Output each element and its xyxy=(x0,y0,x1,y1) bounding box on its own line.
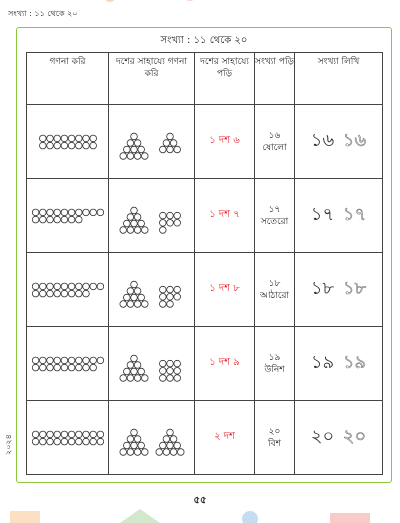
counter-circle xyxy=(173,374,180,381)
counter-circle xyxy=(166,286,173,293)
traced-number[interactable]: ১৬ xyxy=(342,130,367,151)
count-cell xyxy=(27,179,109,253)
written-number: ১৭ xyxy=(310,204,335,225)
counter-circle xyxy=(32,431,39,438)
counter-circle xyxy=(68,283,75,290)
counter-circle xyxy=(134,287,141,294)
counter-circle xyxy=(123,294,130,301)
counter-circle xyxy=(75,431,82,438)
counter-circle xyxy=(75,216,82,223)
counter-circle xyxy=(68,209,75,216)
decorative-shapes-bottom xyxy=(0,503,400,523)
counter-circle xyxy=(159,360,166,367)
counter-circle xyxy=(130,442,137,449)
counter-circle xyxy=(39,364,46,371)
counter-circle xyxy=(46,135,53,142)
tens-groups xyxy=(112,196,192,236)
counting-table xyxy=(26,52,383,475)
counter-circle xyxy=(134,448,141,455)
counter-circle xyxy=(119,152,126,159)
worksheet-title: সংখ্যা : ১১ থেকে ২০ xyxy=(160,35,248,46)
number-word: উনিশ xyxy=(264,364,285,375)
counter-circle xyxy=(141,374,148,381)
counters-group xyxy=(31,346,105,382)
counter-circle xyxy=(61,290,68,297)
counter-circle xyxy=(119,300,126,307)
counter-circle xyxy=(173,293,180,300)
number-word: আঠারো xyxy=(259,290,290,301)
counter-circle xyxy=(82,431,89,438)
counter-circle xyxy=(75,142,82,149)
counter-circle xyxy=(75,290,82,297)
counter-circle xyxy=(75,135,82,142)
counter-circle xyxy=(68,290,75,297)
counter-circle xyxy=(127,361,134,368)
counter-circle xyxy=(155,448,162,455)
counter-circle xyxy=(68,357,75,364)
counters-group xyxy=(31,420,105,456)
counter-circle xyxy=(39,216,46,223)
counter-circle xyxy=(75,364,82,371)
counter-circle xyxy=(141,152,148,159)
number-numeral: ১৬ xyxy=(268,130,281,141)
counter-circle xyxy=(46,438,53,445)
counter-circle xyxy=(127,448,134,455)
counter-circle xyxy=(163,448,170,455)
worksheet-frame xyxy=(16,27,392,483)
counter-circle xyxy=(123,442,130,449)
counter-circle xyxy=(134,435,141,442)
counter-circle xyxy=(134,300,141,307)
written-number: ১৬ xyxy=(310,130,335,151)
tens-count-cell xyxy=(109,253,195,327)
number-numeral: ১৯ xyxy=(268,352,281,363)
counter-circle xyxy=(173,212,180,219)
counter-circle xyxy=(159,293,166,300)
tens-read-cell: ১ দশ ৭ xyxy=(195,179,255,253)
counter-circle xyxy=(75,283,82,290)
counter-circle xyxy=(159,300,166,307)
counter-circle xyxy=(39,142,46,149)
counter-circle xyxy=(53,290,60,297)
number-write-cell xyxy=(295,105,383,179)
counter-circle xyxy=(173,286,180,293)
traced-number[interactable]: ১৯ xyxy=(342,352,367,373)
counter-circle xyxy=(39,431,46,438)
counter-circle xyxy=(39,283,46,290)
written-number: ১৮ xyxy=(310,278,335,299)
counter-circle xyxy=(46,357,53,364)
counter-circle xyxy=(166,300,173,307)
traced-number[interactable]: ১৮ xyxy=(342,278,367,299)
tens-count-cell xyxy=(109,327,195,401)
counter-circle xyxy=(159,374,166,381)
counter-circle xyxy=(82,438,89,445)
counters-group xyxy=(31,272,105,308)
counter-circle xyxy=(173,442,180,449)
tens-count-cell xyxy=(109,179,195,253)
counter-circle xyxy=(134,152,141,159)
counter-circle xyxy=(89,135,96,142)
counter-circle xyxy=(127,213,134,220)
page-header-label: সংখ্যা : ১১ থেকে ২০ xyxy=(8,9,78,18)
counter-circle xyxy=(166,293,173,300)
counter-circle xyxy=(82,142,89,149)
counter-circle xyxy=(177,448,184,455)
counter-circle xyxy=(32,216,39,223)
counter-circle xyxy=(61,357,68,364)
counter-circle xyxy=(82,357,89,364)
counter-circle xyxy=(61,142,68,149)
counter-circle xyxy=(97,431,104,438)
number-read-cell xyxy=(255,327,295,401)
side-year-label: ২০২৪ xyxy=(4,434,13,455)
tens-groups xyxy=(112,344,192,384)
counter-circle xyxy=(68,216,75,223)
counter-circle xyxy=(141,226,148,233)
counter-circle xyxy=(39,209,46,216)
counter-circle xyxy=(32,364,39,371)
counter-circle xyxy=(68,142,75,149)
counter-circle xyxy=(130,368,137,375)
counter-circle xyxy=(141,448,148,455)
counter-circle xyxy=(75,438,82,445)
col-header-count: গণনা করি xyxy=(27,53,109,105)
number-read-cell xyxy=(255,401,295,475)
counter-circle xyxy=(119,374,126,381)
tens-groups xyxy=(112,270,192,310)
table-row xyxy=(27,179,383,253)
number-numeral: ১৮ xyxy=(268,278,281,289)
counter-circle xyxy=(127,152,134,159)
counter-circle xyxy=(89,142,96,149)
tens-count-cell xyxy=(109,105,195,179)
tens-read-cell: ১ দশ ৯ xyxy=(195,327,255,401)
counter-circle xyxy=(53,438,60,445)
counter-circle xyxy=(39,290,46,297)
number-word: সতেরো xyxy=(260,216,289,227)
counter-circle xyxy=(127,374,134,381)
counter-circle xyxy=(159,226,166,233)
counter-circle xyxy=(166,374,173,381)
counter-circle xyxy=(32,438,39,445)
counter-circle xyxy=(134,374,141,381)
count-cell xyxy=(27,401,109,475)
tens-count-cell xyxy=(109,401,195,475)
counter-circle xyxy=(39,135,46,142)
counter-circle xyxy=(170,139,177,146)
counter-circle xyxy=(159,212,166,219)
counter-circle xyxy=(53,209,60,216)
counter-circle xyxy=(46,283,53,290)
counter-circle xyxy=(53,364,60,371)
counter-circle xyxy=(75,357,82,364)
counter-circle xyxy=(159,219,166,226)
page-number: ৫৫ xyxy=(193,495,207,506)
decorative-shapes-top xyxy=(100,0,210,8)
counter-circle xyxy=(137,294,144,301)
counter-circle xyxy=(97,357,104,364)
counter-circle xyxy=(137,368,144,375)
counter-circle xyxy=(127,287,134,294)
counter-circle xyxy=(53,216,60,223)
counter-circle xyxy=(137,146,144,153)
counters-group xyxy=(31,198,105,234)
count-cell xyxy=(27,105,109,179)
number-numeral: ২০ xyxy=(268,426,281,437)
counter-circle xyxy=(82,209,89,216)
counter-circle xyxy=(141,300,148,307)
counter-circle xyxy=(82,283,89,290)
counter-circle xyxy=(89,364,96,371)
counter-circle xyxy=(170,448,177,455)
counter-circle xyxy=(119,226,126,233)
counter-circle xyxy=(137,220,144,227)
counter-circle xyxy=(134,361,141,368)
counter-circle xyxy=(130,133,137,140)
table-row xyxy=(27,105,383,179)
counter-circle xyxy=(46,216,53,223)
number-read-cell xyxy=(255,253,295,327)
counter-circle xyxy=(170,435,177,442)
counter-circle xyxy=(119,448,126,455)
number-write-cell xyxy=(295,327,383,401)
counter-circle xyxy=(89,357,96,364)
counter-circle xyxy=(163,435,170,442)
col-header-read-number: সংখ্যা পড়ি xyxy=(255,53,295,105)
counter-circle xyxy=(163,139,170,146)
counter-circle xyxy=(75,209,82,216)
number-word: ষোলো xyxy=(262,142,287,153)
counter-circle xyxy=(130,207,137,214)
table-row xyxy=(27,253,383,327)
counter-circle xyxy=(53,357,60,364)
counter-circle xyxy=(123,220,130,227)
counter-circle xyxy=(61,216,68,223)
counter-circle xyxy=(97,209,104,216)
counter-circle xyxy=(97,283,104,290)
counter-circle xyxy=(159,146,166,153)
counter-circle xyxy=(173,146,180,153)
counter-circle xyxy=(134,213,141,220)
counter-circle xyxy=(159,367,166,374)
counter-circle xyxy=(32,283,39,290)
counter-circle xyxy=(46,142,53,149)
counter-circle xyxy=(130,146,137,153)
counter-circle xyxy=(61,431,68,438)
number-write-cell xyxy=(295,253,383,327)
counter-circle xyxy=(173,360,180,367)
counters-group xyxy=(31,124,105,160)
counter-circle xyxy=(68,135,75,142)
counter-circle xyxy=(89,209,96,216)
tens-read-cell: ১ দশ ৬ xyxy=(195,105,255,179)
table-header-row xyxy=(27,53,383,105)
counter-circle xyxy=(130,355,137,362)
counter-circle xyxy=(39,438,46,445)
counter-circle xyxy=(89,431,96,438)
counter-circle xyxy=(123,146,130,153)
counter-circle xyxy=(32,357,39,364)
counter-circle xyxy=(61,364,68,371)
counter-circle xyxy=(61,209,68,216)
number-write-cell xyxy=(295,401,383,475)
number-read-cell xyxy=(255,179,295,253)
counter-circle xyxy=(82,290,89,297)
counter-circle xyxy=(166,133,173,140)
counter-circle xyxy=(53,142,60,149)
number-write-cell xyxy=(295,179,383,253)
counter-circle xyxy=(61,135,68,142)
counter-circle xyxy=(159,286,166,293)
counter-circle xyxy=(97,438,104,445)
counter-circle xyxy=(127,435,134,442)
counter-circle xyxy=(166,360,173,367)
counter-circle xyxy=(123,368,130,375)
counter-circle xyxy=(134,139,141,146)
counter-circle xyxy=(32,290,39,297)
written-number: ২০ xyxy=(310,426,335,447)
written-number: ১৯ xyxy=(310,352,335,373)
counter-circle xyxy=(134,226,141,233)
traced-number[interactable]: ১৭ xyxy=(342,204,367,225)
counter-circle xyxy=(166,212,173,219)
counter-circle xyxy=(89,438,96,445)
count-cell xyxy=(27,253,109,327)
counter-circle xyxy=(130,220,137,227)
tens-read-cell: ১ দশ ৮ xyxy=(195,253,255,327)
counter-circle xyxy=(68,438,75,445)
counter-circle xyxy=(173,219,180,226)
counter-circle xyxy=(159,442,166,449)
number-read-cell xyxy=(255,105,295,179)
counter-circle xyxy=(173,367,180,374)
counter-circle xyxy=(137,442,144,449)
counter-circle xyxy=(68,364,75,371)
col-header-read-by-tens: দশের সাহায্যে পড়ি xyxy=(195,53,255,105)
tens-groups xyxy=(112,122,192,162)
counter-circle xyxy=(89,283,96,290)
counter-circle xyxy=(46,431,53,438)
counter-circle xyxy=(130,429,137,436)
counter-circle xyxy=(127,226,134,233)
counter-circle xyxy=(166,429,173,436)
number-word: বিশ xyxy=(268,438,281,449)
counter-circle xyxy=(39,357,46,364)
counter-circle xyxy=(46,290,53,297)
counter-circle xyxy=(166,442,173,449)
col-header-write-number: সংখ্যা লিখি xyxy=(295,53,383,105)
count-cell xyxy=(27,327,109,401)
counter-circle xyxy=(61,283,68,290)
counter-circle xyxy=(166,219,173,226)
counter-circle xyxy=(68,431,75,438)
counter-circle xyxy=(130,281,137,288)
table-row xyxy=(27,401,383,475)
tens-groups xyxy=(112,418,192,458)
counter-circle xyxy=(46,364,53,371)
counter-circle xyxy=(127,300,134,307)
col-header-count-by-tens: দশের সাহায্যে গণনা করি xyxy=(109,53,195,105)
counter-circle xyxy=(53,431,60,438)
counter-circle xyxy=(53,283,60,290)
counter-circle xyxy=(166,146,173,153)
counter-circle xyxy=(82,135,89,142)
counter-circle xyxy=(166,367,173,374)
counter-circle xyxy=(61,438,68,445)
counter-circle xyxy=(127,139,134,146)
counter-circle xyxy=(46,209,53,216)
tens-read-cell: ২ দশ xyxy=(195,401,255,475)
traced-number[interactable]: ২০ xyxy=(342,426,367,447)
counter-circle xyxy=(130,294,137,301)
table-row xyxy=(27,327,383,401)
counter-circle xyxy=(82,364,89,371)
counter-circle xyxy=(32,209,39,216)
counter-circle xyxy=(53,135,60,142)
number-numeral: ১৭ xyxy=(268,204,281,215)
